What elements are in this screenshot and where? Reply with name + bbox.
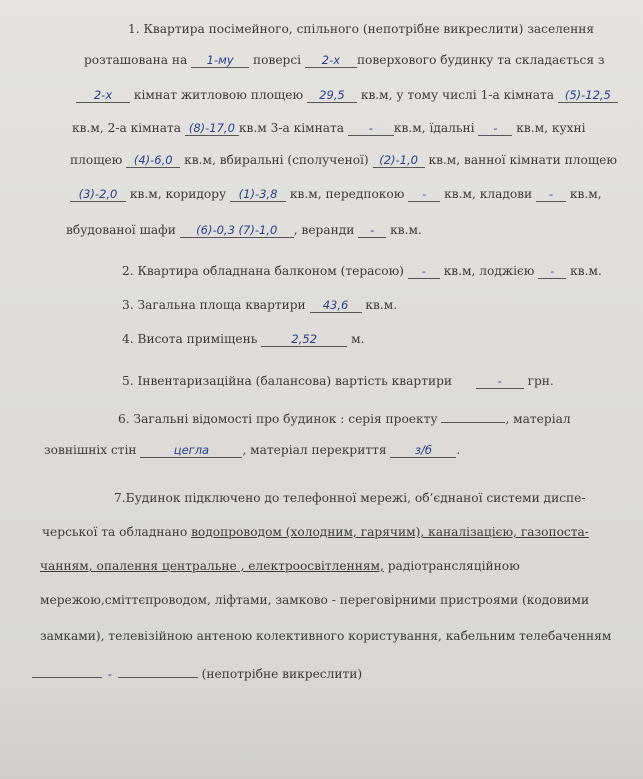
s7-dash: - [107, 667, 112, 681]
ceiling-dot: . [456, 443, 461, 457]
unit-sqm: кв.м, [72, 121, 104, 135]
hall-value: - [408, 187, 440, 202]
kitchen-label: кв.м, кухні [516, 121, 586, 135]
floor-value: 1-му [191, 53, 249, 68]
veranda-value: - [358, 223, 386, 238]
s7-line2 [42, 524, 589, 540]
material-label: , матеріал [505, 412, 571, 426]
floor-suffix: поверсі [253, 53, 302, 67]
unit-sqm-dot: кв.м. [390, 223, 422, 237]
s7-line5 [40, 628, 611, 644]
room2-value: (8)-17,0 [185, 121, 239, 136]
rooms-text: кімнат житловою площею [133, 88, 304, 102]
s1-line5 [70, 152, 617, 168]
value-label: 5. Інвентаризаційна (балансова) вартість квартири [122, 374, 452, 388]
value-unit: грн. [527, 374, 554, 388]
building-info-label: 6. Загальні відомості про будинок : серія проекту [118, 412, 438, 426]
dining-value: - [478, 121, 512, 136]
s1-line2 [84, 52, 605, 68]
s7-text-2a: черської та обладнано [42, 525, 188, 539]
s7-text-3a: чанням, опалення центральне , електроосвітленням, [40, 559, 384, 573]
s5-line [122, 373, 554, 389]
pantry-label: кв.м, кладови [444, 187, 533, 201]
wardrobe-value: (6)-0,3 (7)-1,0 [180, 223, 294, 238]
total-area-label: 3. Загальна площа квартири [122, 298, 306, 312]
bath-label: кв.м, ванної кімнати площею [428, 153, 617, 167]
walls-label: зовнішніх стін [44, 443, 137, 457]
s7-line3 [40, 558, 520, 574]
bath-value: (3)-2,0 [70, 187, 126, 202]
kitchen-area-label: площею [70, 153, 123, 167]
walls-value: цегла [140, 443, 242, 458]
corridor-value: (1)-3,8 [230, 187, 286, 202]
s6-line1 [118, 410, 571, 427]
s1-heading: 1. Квартира посімейного, спільного (непотрібне викреслити) заселення [128, 22, 595, 36]
s1-line4 [72, 120, 586, 136]
kitchen-value: (4)-6,0 [126, 153, 180, 168]
loggia-unit: кв.м. [570, 264, 602, 278]
s7-text-2b: водопроводом (холодним, гарячим), каналізацією, газопоста- [191, 525, 589, 539]
pantry-value: - [536, 187, 566, 202]
s1-line3 [76, 87, 618, 103]
s7-text-4: мережою,сміттєпроводом, ліфтами, замково - переговірними пристроями (кодовими [40, 593, 590, 607]
floors-value: 2-х [305, 53, 357, 68]
rooms-value: 2-х [76, 88, 130, 103]
s4-line [122, 331, 364, 347]
toilet-value: (2)-1,0 [373, 153, 425, 168]
room3-label: кв.м 3-а кімната [238, 121, 344, 135]
balcony-label: 2. Квартира обладнана балконом (терасою) [122, 264, 404, 278]
dining-label: кв.м, їдальні [393, 121, 475, 135]
s7-blank-2 [118, 665, 198, 678]
ceiling-value: з/б [390, 443, 456, 458]
s7-text-5: замками), телевізійною антеною колективного користування, кабельним телебаченням [40, 629, 612, 643]
s1-line6 [70, 186, 602, 202]
inventory-value: - [476, 374, 524, 389]
height-value: 2,52 [261, 332, 347, 347]
s7-line6 [32, 665, 362, 682]
s6-line2 [44, 442, 460, 458]
loggia-label: кв.м, лоджією [443, 264, 535, 278]
veranda-label: , веранди [293, 223, 355, 237]
balcony-value: - [408, 264, 440, 279]
toilet-label: кв.м, вбиральні (сполученої) [184, 153, 369, 167]
loggia-value: - [538, 264, 566, 279]
s7-line4 [40, 592, 589, 608]
room2-label: 2-а кімната [107, 121, 181, 135]
s1-line1 [128, 21, 594, 37]
s7-text-3b: радіотрансляційною [387, 559, 520, 573]
living-area-value: 29,5 [307, 88, 357, 103]
located-on-label: розташована на [84, 53, 188, 67]
ceiling-label: , матеріал перекриття [242, 443, 387, 457]
total-area-unit: кв.м. [365, 298, 398, 312]
paper-shadow [0, 689, 643, 779]
s1-line7 [66, 222, 422, 238]
s7-blank-1 [32, 665, 102, 678]
corridor-label: кв.м, коридору [129, 187, 227, 201]
total-area-value: 43,6 [310, 298, 362, 313]
s7-line1 [114, 490, 585, 506]
incl-text: кв.м, у тому числі 1-а кімната [360, 88, 554, 102]
room1-value: (5)-12,5 [558, 88, 618, 103]
project-series-blank [441, 410, 505, 423]
building-text: поверхового будинку та складається з [356, 53, 605, 67]
unit-sqm-end: кв.м, [569, 187, 602, 201]
height-label: 4. Висота приміщень [122, 332, 258, 346]
wardrobe-label: вбудованої шафи [66, 223, 176, 237]
s7-text-1: 7.Будинок підключено до телефонної мережі, об’єднаної системи диспе- [114, 491, 586, 505]
room3-value: - [348, 121, 394, 136]
s3-line [122, 297, 397, 313]
height-unit: м. [351, 332, 365, 346]
hall-label: кв.м, передпокою [289, 187, 405, 201]
s2-line [122, 263, 602, 279]
s7-note: (непотрібне викреслити) [201, 667, 363, 681]
